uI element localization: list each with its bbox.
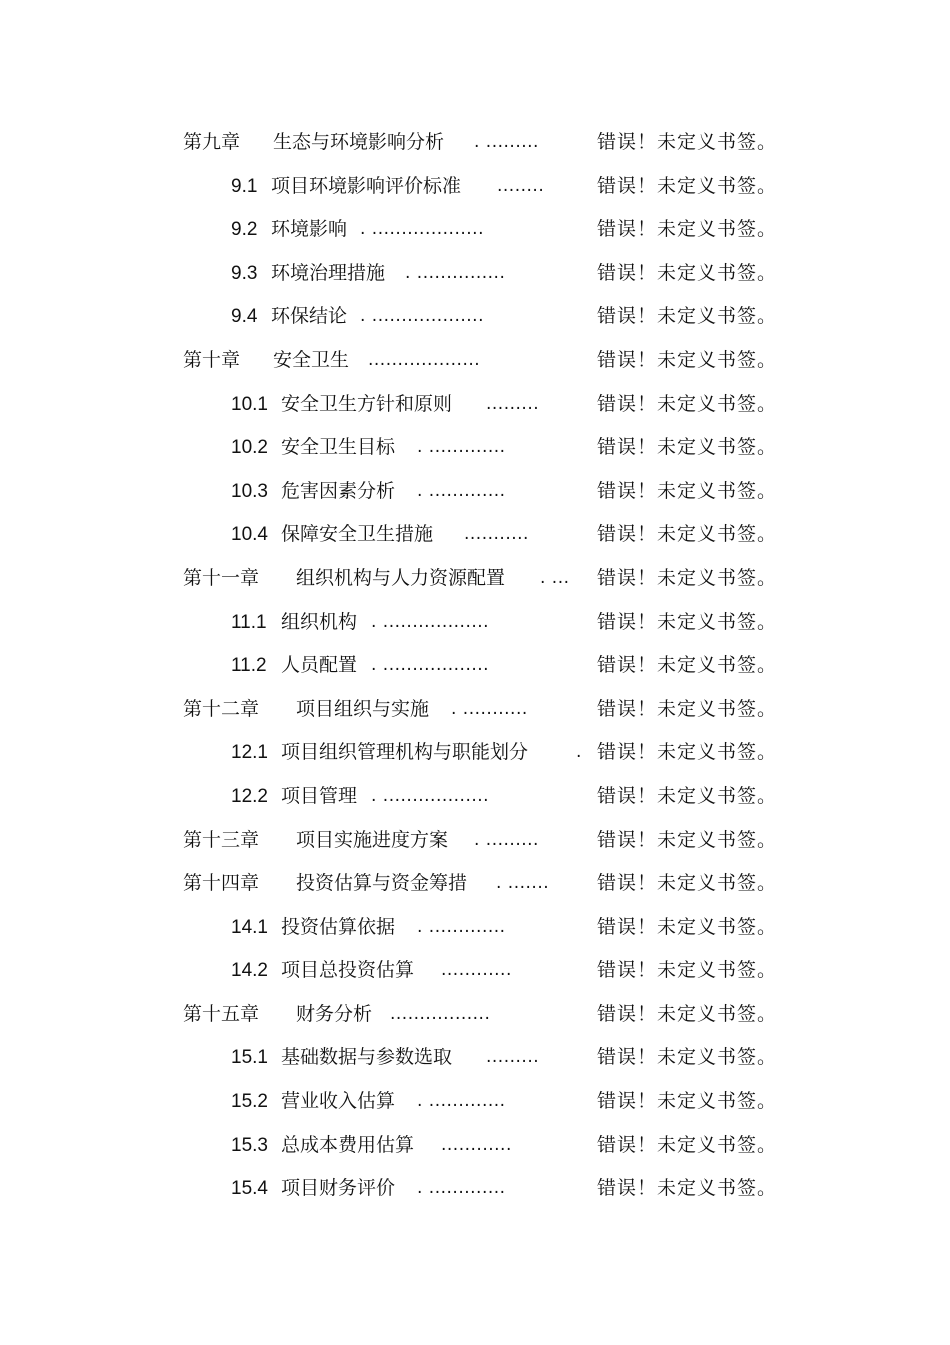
- toc-entry-section-14-1[interactable]: [0, 906, 950, 950]
- toc-entry-page-ref: 错误！未定义书签。: [597, 828, 778, 851]
- toc-entry-page-ref: 错误！未定义书签。: [597, 1090, 778, 1113]
- toc-entry-page-ref: 错误！未定义书签。: [597, 1133, 778, 1156]
- toc-entry-title: 危害因素分析: [281, 479, 396, 502]
- toc-entry-number: 10.4: [231, 524, 268, 546]
- toc-entry-title: 项目财务评价: [281, 1177, 396, 1200]
- toc-dot-leader: . ..................: [371, 785, 490, 806]
- toc-entry-title: 营业收入估算: [281, 1090, 396, 1113]
- toc-entry-number: 9.4: [231, 306, 258, 328]
- toc-dot-leader: . ...: [540, 567, 570, 588]
- toc-entry-number: 10.1: [231, 393, 268, 415]
- toc-entry-page-ref: 错误！未定义书签。: [597, 174, 778, 197]
- toc-entry-number: 11.2: [231, 655, 267, 677]
- toc-entry-section-10-3[interactable]: [0, 470, 950, 514]
- toc-entry-chapter-11[interactable]: [0, 557, 950, 601]
- toc-entry-section-11-2[interactable]: [0, 644, 950, 688]
- toc-entry-title: 组织机构: [281, 610, 358, 633]
- toc-entry-title: 生态与环境影响分析: [273, 131, 445, 153]
- toc-entry-title: 项目管理: [281, 784, 358, 807]
- toc-entry-number: 第十五章: [183, 1002, 260, 1025]
- toc-entry-page-ref: 错误！未定义书签。: [597, 131, 778, 153]
- toc-dot-leader: ........: [497, 175, 545, 196]
- toc-entry-title: 安全卫生方针和原则: [281, 392, 453, 415]
- toc-entry-number: 第十四章: [183, 872, 260, 895]
- toc-dot-leader: . .............: [417, 916, 506, 937]
- toc-entry-section-11-1[interactable]: [0, 601, 950, 645]
- toc-dot-leader: .: [576, 742, 582, 763]
- toc-entry-title: 环保结论: [271, 305, 348, 328]
- toc-entry-number: 15.1: [231, 1047, 268, 1069]
- toc-entry-section-14-2[interactable]: [0, 949, 950, 993]
- toc-entry-section-15-2[interactable]: [0, 1080, 950, 1124]
- toc-entry-number: 9.1: [231, 175, 258, 197]
- toc-entry-title: 保障安全卫生措施: [281, 523, 434, 546]
- toc-entry-page-ref: 错误！未定义书签。: [597, 784, 778, 807]
- toc-entry-number: 15.2: [231, 1091, 268, 1113]
- toc-entry-title: 项目实施进度方案: [296, 828, 449, 851]
- toc-entry-chapter-13[interactable]: [0, 819, 950, 863]
- toc-entry-number: 第十三章: [183, 828, 260, 851]
- toc-entry-page-ref: 错误！未定义书签。: [597, 741, 778, 764]
- toc-entry-page-ref: 错误！未定义书签。: [597, 348, 778, 371]
- toc-entry-title: 项目总投资估算: [281, 959, 415, 982]
- toc-dot-leader: ...................: [368, 349, 481, 370]
- toc-entry-title: 安全卫生目标: [281, 436, 396, 459]
- toc-entry-page-ref: 错误！未定义书签。: [597, 697, 778, 720]
- toc-entry-number: 11.1: [231, 611, 267, 633]
- toc-entry-number: 第十二章: [183, 697, 260, 720]
- toc-dot-leader: . .........: [474, 132, 539, 152]
- toc-entry-section-15-3[interactable]: [0, 1124, 950, 1168]
- toc-dot-leader: . .......: [496, 873, 550, 894]
- toc-entry-page-ref: 错误！未定义书签。: [597, 959, 778, 982]
- toc-entry-page-ref: 错误！未定义书签。: [597, 1046, 778, 1069]
- toc-entry-title: 投资估算依据: [281, 915, 396, 938]
- toc-entry-title: 环境治理措施: [271, 261, 386, 284]
- toc-entry-number: 10.3: [231, 480, 268, 502]
- toc-dot-leader: . ...................: [360, 306, 484, 327]
- toc-dot-leader: .........: [486, 1047, 540, 1068]
- toc-entry-page-ref: 错误！未定义书签。: [597, 305, 778, 328]
- toc-entry-number: 15.4: [231, 1178, 268, 1200]
- toc-dot-leader: . .............: [417, 1091, 506, 1112]
- toc-dot-leader: . ..................: [371, 611, 490, 632]
- toc-entry-title: 安全卫生: [273, 348, 350, 371]
- toc-entry-title: 项目组织管理机构与职能划分: [281, 741, 529, 764]
- toc-entry-number: 9.2: [231, 219, 258, 241]
- toc-entry-title: 项目环境影响评价标准: [271, 174, 462, 197]
- toc-entry-page-ref: 错误！未定义书签。: [597, 566, 778, 589]
- toc-dot-leader: . ...........: [451, 698, 528, 719]
- toc-dot-leader: . ..................: [371, 655, 490, 676]
- toc-entry-title: 财务分析: [296, 1002, 373, 1025]
- toc-entry-page-ref: 错误！未定义书签。: [597, 392, 778, 415]
- toc-entry-section-9-3[interactable]: [0, 252, 950, 296]
- toc-dot-leader: ...........: [464, 524, 529, 545]
- toc-entry-title: 人员配置: [281, 654, 358, 677]
- toc-dot-leader: . ...............: [405, 262, 506, 283]
- toc-entry-title: 投资估算与资金筹措: [296, 872, 468, 895]
- toc-entry-number: 第九章: [183, 131, 241, 153]
- toc-entry-chapter-15[interactable]: [0, 993, 950, 1037]
- toc-entry-number: 第十章: [183, 348, 241, 371]
- toc-entry-section-9-1[interactable]: [0, 165, 950, 209]
- toc-entry-title: 组织机构与人力资源配置: [296, 566, 506, 589]
- toc-entry-page-ref: 错误！未定义书签。: [597, 1177, 778, 1200]
- toc-entry-number: 15.3: [231, 1134, 268, 1156]
- toc-entry-section-12-1[interactable]: [0, 731, 950, 775]
- toc-entry-page-ref: 错误！未定义书签。: [597, 218, 778, 241]
- toc-dot-leader: . .............: [417, 480, 506, 501]
- toc-dot-leader: . .............: [417, 1178, 506, 1199]
- toc-entry-page-ref: 错误！未定义书签。: [597, 1002, 778, 1025]
- toc-entry-section-10-1[interactable]: [0, 383, 950, 427]
- table-of-contents: [0, 121, 950, 1211]
- toc-entry-page-ref: 错误！未定义书签。: [597, 523, 778, 546]
- toc-entry-section-12-2[interactable]: [0, 775, 950, 819]
- toc-dot-leader: . .........: [474, 829, 539, 850]
- toc-entry-number: 10.2: [231, 437, 268, 459]
- toc-entry-page-ref: 错误！未定义书签。: [597, 610, 778, 633]
- toc-entry-section-9-4[interactable]: [0, 295, 950, 339]
- toc-entry-number: 9.3: [231, 262, 258, 284]
- toc-entry-page-ref: 错误！未定义书签。: [597, 654, 778, 677]
- toc-dot-leader: ............: [441, 960, 512, 981]
- toc-dot-leader: . ...................: [360, 219, 484, 240]
- toc-entry-number: 14.2: [231, 960, 268, 982]
- toc-dot-leader: . .............: [417, 437, 506, 458]
- toc-entry-section-10-4[interactable]: [0, 513, 950, 557]
- toc-entry-section-15-4[interactable]: [0, 1167, 950, 1211]
- toc-dot-leader: ............: [441, 1134, 512, 1155]
- toc-entry-title: 总成本费用估算: [281, 1133, 415, 1156]
- toc-entry-section-10-2[interactable]: [0, 426, 950, 470]
- toc-entry-number: 12.1: [231, 742, 268, 764]
- toc-entry-title: 项目组织与实施: [296, 697, 430, 720]
- toc-dot-leader: .........: [486, 393, 540, 414]
- toc-entry-chapter-9[interactable]: [0, 121, 950, 165]
- toc-entry-section-9-2[interactable]: [0, 208, 950, 252]
- toc-entry-chapter-14[interactable]: [0, 862, 950, 906]
- toc-entry-number: 14.1: [231, 916, 268, 938]
- toc-entry-page-ref: 错误！未定义书签。: [597, 436, 778, 459]
- toc-entry-chapter-12[interactable]: [0, 688, 950, 732]
- toc-entry-page-ref: 错误！未定义书签。: [597, 261, 778, 284]
- toc-entry-chapter-10[interactable]: [0, 339, 950, 383]
- toc-entry-title: 基础数据与参数选取: [281, 1046, 453, 1069]
- toc-entry-title: 环境影响: [271, 218, 348, 241]
- toc-entry-page-ref: 错误！未定义书签。: [597, 479, 778, 502]
- toc-entry-number: 12.2: [231, 785, 268, 807]
- toc-entry-page-ref: 错误！未定义书签。: [597, 872, 778, 895]
- toc-entry-section-15-1[interactable]: [0, 1036, 950, 1080]
- toc-entry-page-ref: 错误！未定义书签。: [597, 915, 778, 938]
- toc-dot-leader: .................: [390, 1003, 491, 1024]
- toc-entry-number: 第十一章: [183, 566, 260, 589]
